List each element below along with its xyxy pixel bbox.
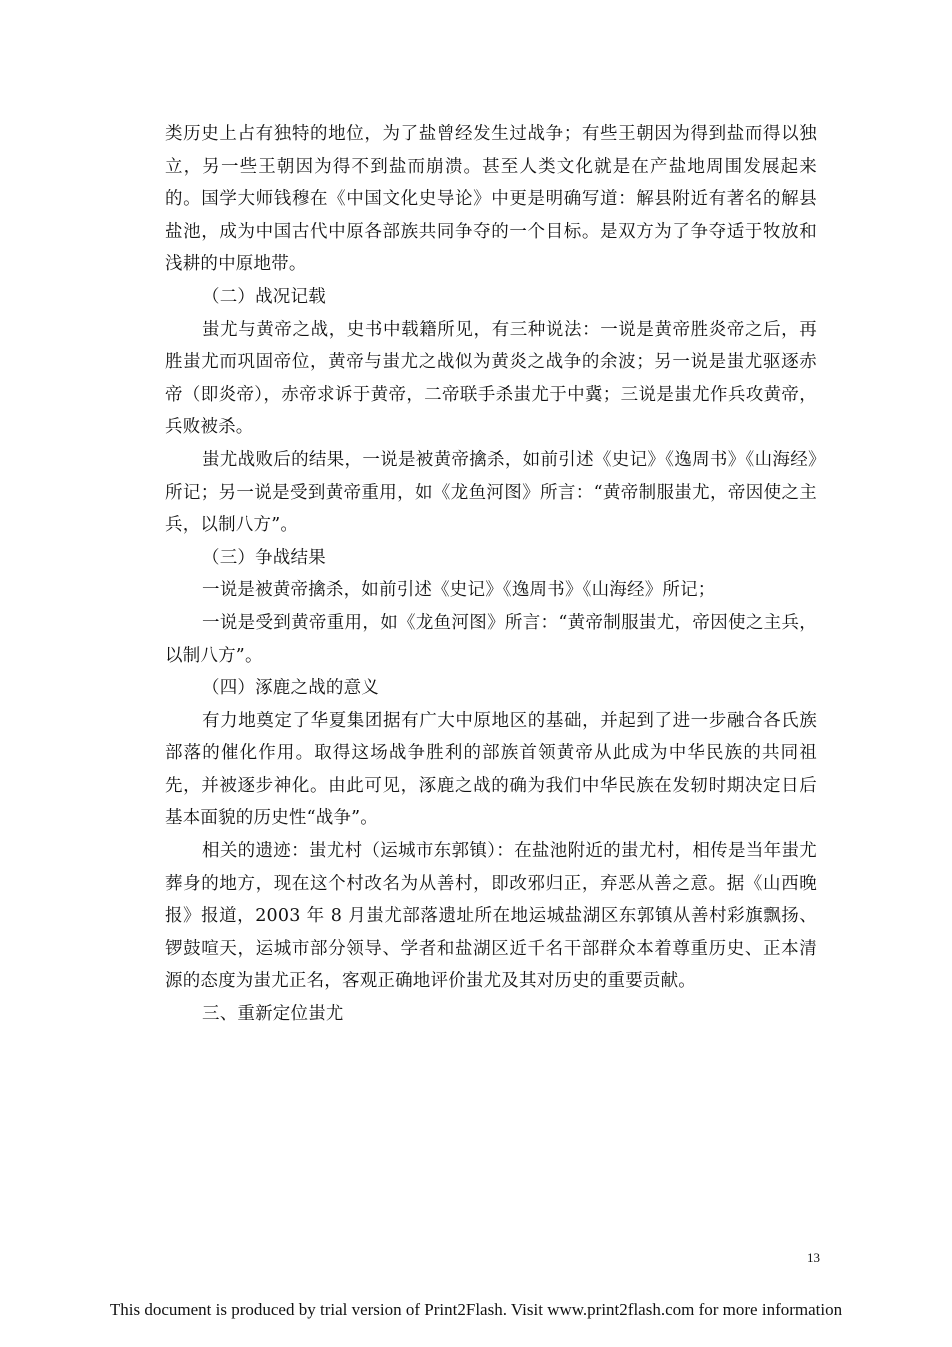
- paragraph-aftermath: 蚩尤战败后的结果，一说是被黄帝擒杀，如前引述《史记》《逸周书》《山海经》所记；另一说是受到黄帝重用，如《龙鱼河图》所言：“黄帝制服蚩尤，帝因使之主兵，以制八方”。: [165, 449, 817, 536]
- body-text: [165, 118, 817, 1031]
- heading-battle-records: （二）战况记载: [202, 286, 326, 307]
- heading-significance: （四）涿鹿之战的意义: [202, 678, 379, 699]
- heading-battle-results: （三）争战结果: [202, 547, 326, 568]
- paragraph-result-one: 一说是被黄帝擒杀，如前引述《史记》《逸周书》《山海经》所记；: [202, 580, 716, 601]
- paragraph-result-two: 一说是受到黄帝重用，如《龙鱼河图》所言：“黄帝制服蚩尤，帝因使之主兵，以制八方”。: [165, 612, 817, 666]
- paragraph-relics: 相关的遗迹：蚩尤村（运城市东郭镇）：在盐池附近的蚩尤村，相传是当年蚩尤葬身的地方，现在这个村改名为从善村，即改邪归正，弃恶从善之意。据《山西晚报》报道，2003 年 8 月蚩尤部落遗址所在地运城盐湖区东郭镇从善村彩旗飘扬、锣鼓喧天，运城市部分领导、学者和盐湖区近千名干部群众本着尊重历史、正本清源的态度为蚩尤正名，客观正确地评价蚩尤及其对历史的重要贡献。: [165, 841, 817, 992]
- trial-watermark-footer: This document is produced by trial version of Print2Flash. Visit www.print2flash.com for more information: [109, 1300, 843, 1319]
- paragraph-three-accounts: 蚩尤与黄帝之战，史书中载籍所见，有三种说法：一说是黄帝胜炎帝之后，再胜蚩尤而巩固帝位，黄帝与蚩尤之战似为黄炎之战争的余波；另一说是蚩尤驱逐赤帝（即炎帝），赤帝求诉于黄帝，二帝联手杀蚩尤于中冀；三说是蚩尤作兵攻黄帝，兵败被杀。: [165, 319, 817, 438]
- paragraph-salt-history: 类历史上占有独特的地位，为了盐曾经发生过战争；有些王朝因为得到盐而得以独立，另一些王朝因为得不到盐而崩溃。甚至人类文化就是在产盐地周围发展起来的。国学大师钱穆在《中国文化史导论》中更是明确写道：解县附近有著名的解县盐池，成为中国古代中原各部族共同争夺的一个目标。是双方为了争夺适于牧放和浅耕的中原地带。: [165, 124, 817, 275]
- paragraph-significance: 有力地奠定了华夏集团据有广大中原地区的基础，并起到了进一步融合各氏族部落的催化作用。取得这场战争胜利的部族首领黄帝从此成为中华民族的共同祖先，并被逐步神化。由此可见，涿鹿之战的确为我们中华民族在发轫时期决定日后基本面貌的历史性“战争”。: [165, 710, 817, 829]
- page-number: 13: [807, 1250, 820, 1265]
- heading-section-three: 三、重新定位蚩尤: [202, 1004, 344, 1025]
